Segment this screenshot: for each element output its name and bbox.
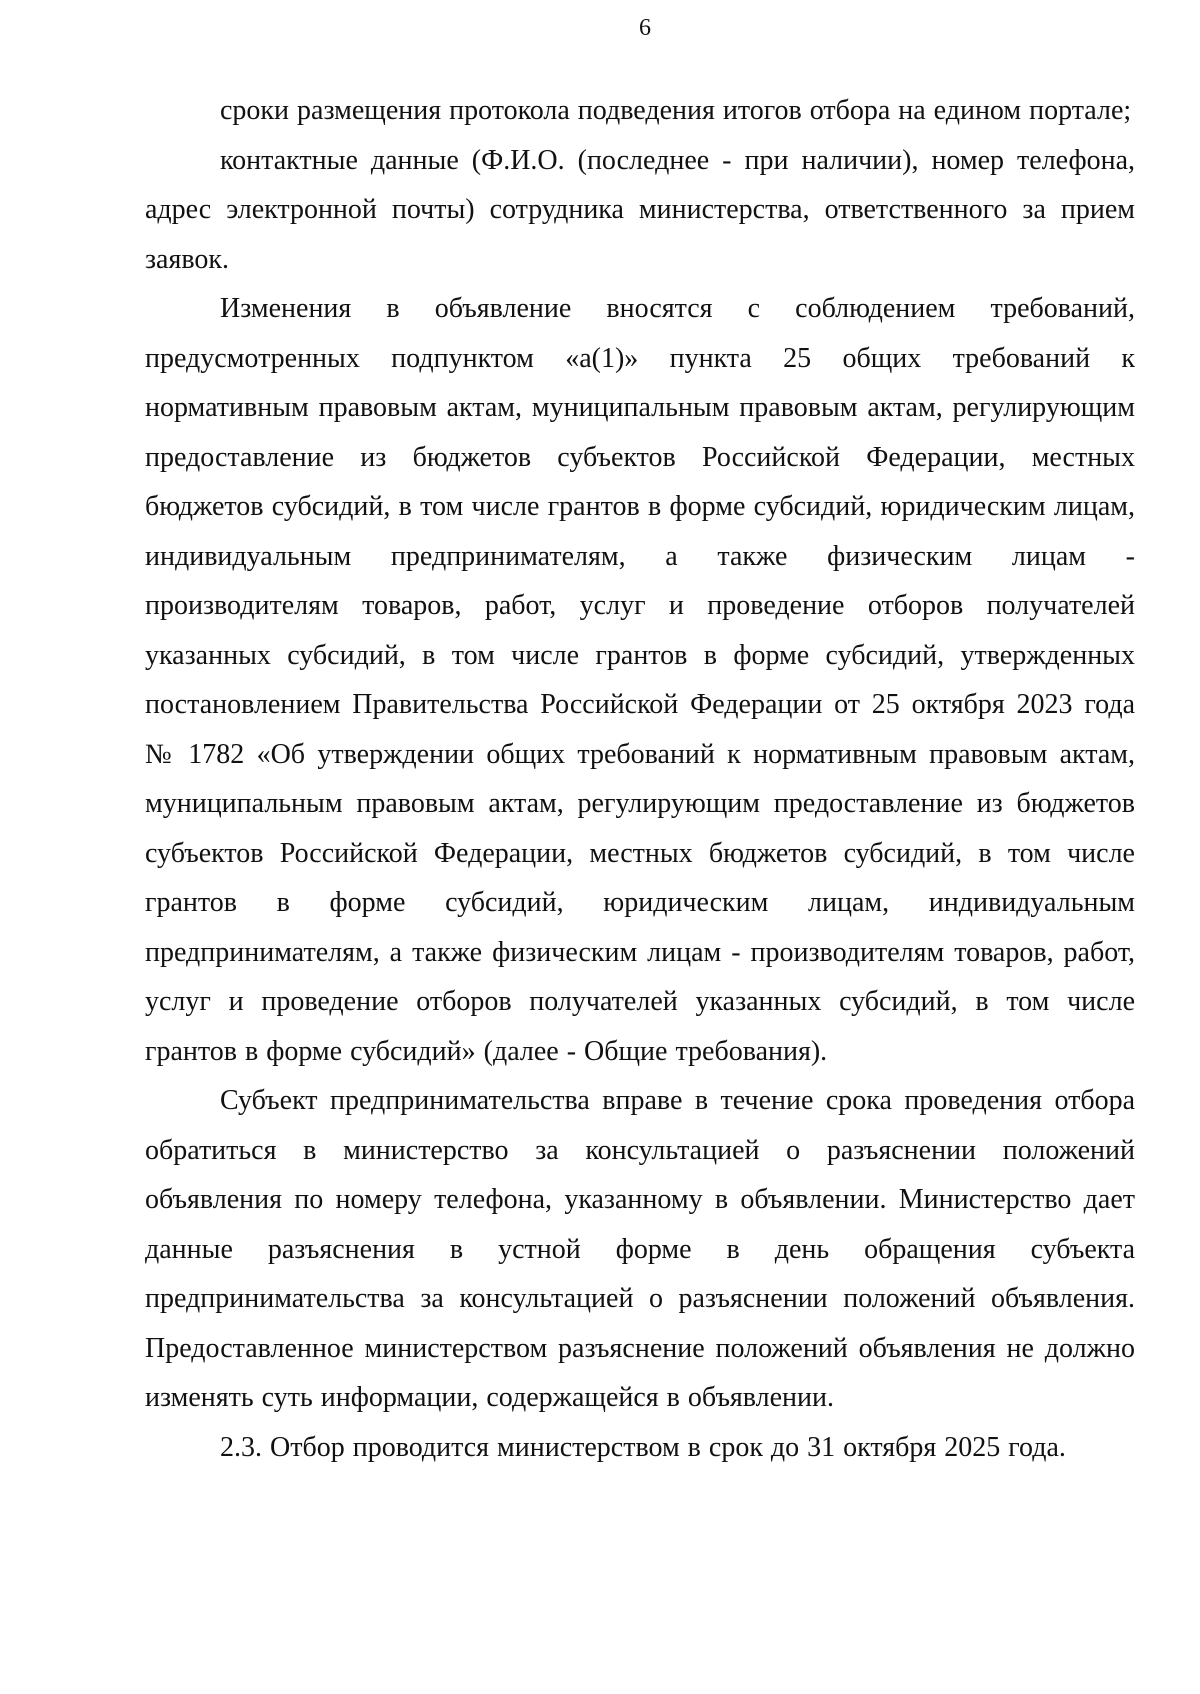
paragraph-publication-deadline: сроки размещения протокола подведения итогов отбора на едином портале;	[220, 95, 1132, 126]
paragraph-contact-details: контактные данные (Ф.И.О. (последнее - при наличии), номер телефона, адрес электронной почты) сотрудника министерства, ответственного за прием заявок.	[145, 144, 1135, 275]
document-body	[145, 86, 1135, 1472]
paragraph-selection-deadline: 2.3. Отбор проводится министерством в срок до 31 октября 2025 года.	[220, 1431, 1066, 1463]
paragraph-announcement-changes: Изменения в объявление вносятся с соблюдением требований, предусмотренных подпунктом «а(1)» пункта 25 общих требований к нормативным правовым актам, муниципальным правовым актам, регулирующим предоставление из бюджетов субъектов Российской Федерации, местных бюджетов субсидий, в том числе грантов в форме субсидий, юридическим лицам, индивидуальным предпринимателям, а также физическим лицам - производителям товаров, работ, услуг и проведение отборов получателей указанных субсидий, в том числе грантов в форме субсидий, утвержденных постановлением Правительства Российской Федерации от 25 октября 2023 года № 1782 «Об утверждении общих требований к нормативным правовым актам, муниципальным правовым актам, регулирующим предоставление из бюджетов субъектов Российской Федерации, местных бюджетов субсидий, в том числе грантов в форме субсидий, юридическим лицам, индивидуальным предпринимателям, а также физическим лицам - производителям товаров, работ, услуг и проведение отборов получателей указанных субсидий, в том числе грантов в форме субсидий» (далее - Общие требования).	[145, 293, 1135, 1067]
page-number: 6	[639, 15, 651, 41]
paragraph-consultation: Субъект предпринимательства вправе в течение срока проведения отбора обратиться в министерство за консультацией о разъяснении положений объявления по номеру телефона, указанному в объявлении. Министерство дает данные разъяснения в устной форме в день обращения субъекта предпринимательства за консультацией о разъяснении положений объявления. Предоставленное министерством разъяснение положений объявления не должно изменять суть информации, содержащейся в объявлении.	[145, 1085, 1135, 1413]
